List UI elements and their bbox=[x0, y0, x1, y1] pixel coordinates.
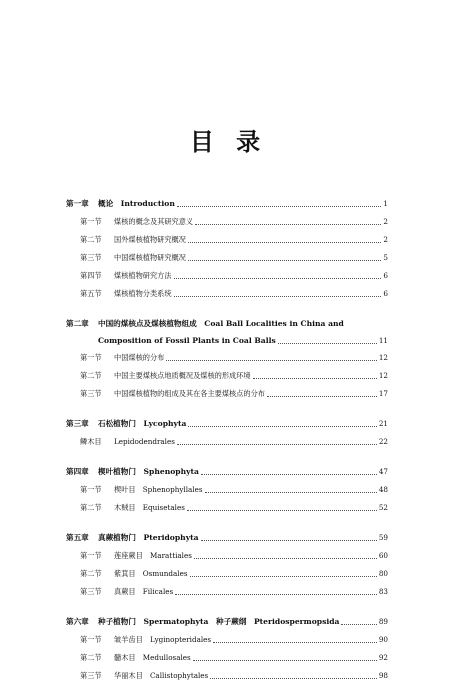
toc-entry-title: 种子植物门 Spermatophyta 种子蕨纲 Pteridospermopsida bbox=[98, 617, 340, 626]
toc-page-number: 12 bbox=[378, 371, 388, 380]
toc-page-number: 11 bbox=[378, 336, 388, 345]
toc-leader-dots bbox=[210, 677, 377, 679]
toc-entry-title: 石松植物门 Lycophyta bbox=[98, 419, 187, 428]
toc-page-number: 5 bbox=[383, 253, 388, 262]
toc-page-number: 6 bbox=[383, 289, 388, 298]
toc-section-entry bbox=[66, 649, 388, 667]
toc-leader-dots bbox=[253, 377, 377, 379]
toc-entry-number: 第二节 bbox=[80, 653, 102, 662]
table-of-contents bbox=[66, 195, 388, 685]
toc-entry-number: 第五节 bbox=[80, 289, 102, 298]
toc-entry-title: 中国主要煤核点地质概况及煤核的形成环境 bbox=[114, 371, 251, 380]
toc-page-number: 17 bbox=[378, 389, 388, 398]
toc-chapter-entry bbox=[66, 315, 388, 333]
toc-entry-number: 第四章 bbox=[66, 467, 89, 476]
toc-page-number: 6 bbox=[383, 271, 388, 280]
toc-leader-dots bbox=[267, 395, 377, 397]
toc-chapter-entry bbox=[66, 463, 388, 481]
toc-page-number: 2 bbox=[383, 235, 388, 244]
toc-entry-number: 第三节 bbox=[80, 389, 102, 398]
toc-entry-title: 莲座蕨目 Marattiales bbox=[114, 551, 192, 560]
toc-leader-dots bbox=[201, 473, 377, 475]
toc-leader-dots bbox=[166, 359, 377, 361]
toc-entry-title: Lepidodendrales bbox=[114, 437, 175, 446]
toc-page-number: 48 bbox=[378, 485, 388, 494]
toc-entry-title: 真蕨植物门 Pteridophyta bbox=[98, 533, 199, 542]
toc-section-entry bbox=[66, 285, 388, 303]
toc-leader-dots bbox=[174, 277, 382, 279]
toc-leader-dots bbox=[187, 509, 377, 511]
toc-section-entry bbox=[66, 583, 388, 601]
toc-entry-number: 第一节 bbox=[80, 217, 102, 226]
toc-section-entry bbox=[66, 367, 388, 385]
toc-entry-number: 鳞木目 bbox=[80, 437, 102, 446]
toc-chapter-entry bbox=[66, 333, 388, 349]
toc-entry-title: 楔叶植物门 Sphenophyta bbox=[98, 467, 199, 476]
toc-section-entry bbox=[66, 631, 388, 649]
toc-leader-dots bbox=[188, 259, 382, 261]
toc-section-entry bbox=[66, 481, 388, 499]
toc-entry-title: 煤核植物分类系统 bbox=[114, 289, 172, 298]
toc-leader-dots bbox=[190, 575, 377, 577]
toc-page-number: 89 bbox=[378, 617, 388, 626]
toc-entry-title: 木贼目 Equisetales bbox=[114, 503, 185, 512]
toc-entry-title: 真蕨目 Filicales bbox=[114, 587, 174, 596]
toc-section-entry bbox=[66, 547, 388, 565]
toc-entry-number: 第一节 bbox=[80, 485, 102, 494]
toc-leader-dots bbox=[205, 491, 377, 493]
toc-entry-number: 第一节 bbox=[80, 353, 102, 362]
toc-chapter-entry bbox=[66, 415, 388, 433]
toc-chapter-entry bbox=[66, 529, 388, 547]
toc-page-number: 1 bbox=[383, 199, 388, 208]
toc-leader-dots bbox=[195, 223, 381, 225]
toc-entry-number: 第一节 bbox=[80, 635, 102, 644]
toc-spacer bbox=[66, 601, 388, 613]
toc-entry-number: 第二节 bbox=[80, 235, 102, 244]
toc-entry-number: 第四节 bbox=[80, 271, 102, 280]
toc-leader-dots bbox=[278, 342, 377, 344]
toc-entry-number: 第三节 bbox=[80, 253, 102, 262]
toc-entry-title: 皱羊齿目 Lyginopteridales bbox=[114, 635, 212, 644]
toc-page-number: 2 bbox=[383, 217, 388, 226]
toc-leader-dots bbox=[188, 241, 382, 243]
toc-page-number: 98 bbox=[378, 671, 388, 680]
toc-leader-dots bbox=[213, 641, 377, 643]
toc-spacer bbox=[66, 451, 388, 463]
toc-page-number: 52 bbox=[378, 503, 388, 512]
toc-page-number: 80 bbox=[378, 569, 388, 578]
toc-entry-title: 紫萁目 Osmundales bbox=[114, 569, 188, 578]
toc-entry-number: 第六章 bbox=[66, 617, 89, 626]
toc-leader-dots bbox=[174, 295, 382, 297]
toc-page-number: 22 bbox=[378, 437, 388, 446]
toc-entry-number: 第二节 bbox=[80, 371, 102, 380]
toc-leader-dots bbox=[201, 539, 377, 541]
toc-page-number: 92 bbox=[378, 653, 388, 662]
toc-leader-dots bbox=[193, 659, 377, 661]
toc-entry-number: 第三章 bbox=[66, 419, 89, 428]
toc-section-entry bbox=[66, 249, 388, 267]
toc-page-number: 12 bbox=[378, 353, 388, 362]
toc-section-entry bbox=[66, 267, 388, 285]
toc-entry-title: 煤核的概念及其研究意义 bbox=[114, 217, 194, 226]
toc-section-entry bbox=[66, 385, 388, 403]
toc-spacer bbox=[66, 403, 388, 415]
toc-page-number: 83 bbox=[378, 587, 388, 596]
toc-spacer bbox=[66, 517, 388, 529]
toc-spacer bbox=[66, 303, 388, 315]
toc-entry-title: 概论 Introduction bbox=[98, 199, 175, 208]
toc-entry-title: 中国煤核的分布 bbox=[114, 353, 165, 362]
toc-section-entry bbox=[66, 499, 388, 517]
toc-section-entry bbox=[66, 433, 388, 451]
toc-entry-number: 第三节 bbox=[80, 587, 102, 596]
toc-section-entry bbox=[66, 667, 388, 685]
toc-entry-number: 第二节 bbox=[80, 503, 102, 512]
toc-entry-number: 第二章 bbox=[66, 319, 89, 328]
toc-entry-title: 中国煤核植物研究概况 bbox=[114, 253, 186, 262]
toc-entry-title: 华丽木目 Callistophytales bbox=[114, 671, 209, 680]
toc-page-number: 90 bbox=[378, 635, 388, 644]
toc-chapter-entry bbox=[66, 195, 388, 213]
toc-entry-number: 第一节 bbox=[80, 551, 102, 560]
toc-entry-title: 煤核植物研究方法 bbox=[114, 271, 172, 280]
toc-section-entry bbox=[66, 213, 388, 231]
toc-entry-title: 中国的煤核点及煤核植物组成 Coal Ball Localities in China and bbox=[98, 319, 344, 328]
toc-leader-dots bbox=[188, 425, 376, 427]
toc-leader-dots bbox=[177, 443, 377, 445]
toc-section-entry bbox=[66, 349, 388, 367]
toc-page-number: 59 bbox=[378, 533, 388, 542]
toc-page-number: 60 bbox=[378, 551, 388, 560]
toc-entry-number: 第二节 bbox=[80, 569, 102, 578]
toc-entry-title: Composition of Fossil Plants in Coal Balls bbox=[98, 336, 276, 345]
toc-entry-number: 第一章 bbox=[66, 199, 89, 208]
toc-chapter-entry bbox=[66, 613, 388, 631]
toc-leader-dots bbox=[175, 593, 377, 595]
toc-entry-title: 中国煤核植物的组成及其在各主要煤核点的分布 bbox=[114, 389, 265, 398]
toc-leader-dots bbox=[177, 205, 382, 207]
toc-entry-title: 国外煤核植物研究概况 bbox=[114, 235, 186, 244]
toc-section-entry bbox=[66, 565, 388, 583]
page-title: 目 录 bbox=[189, 127, 261, 156]
toc-entry-number: 第三节 bbox=[80, 671, 102, 680]
toc-entry-title: 髓木目 Medullosales bbox=[114, 653, 191, 662]
toc-section-entry bbox=[66, 231, 388, 249]
toc-page-number: 47 bbox=[378, 467, 388, 476]
toc-entry-title: 楔叶目 Sphenophyllales bbox=[114, 485, 203, 494]
toc-page-number: 21 bbox=[378, 419, 388, 428]
toc-leader-dots bbox=[341, 623, 376, 625]
toc-entry-number: 第五章 bbox=[66, 533, 89, 542]
toc-leader-dots bbox=[194, 557, 377, 559]
